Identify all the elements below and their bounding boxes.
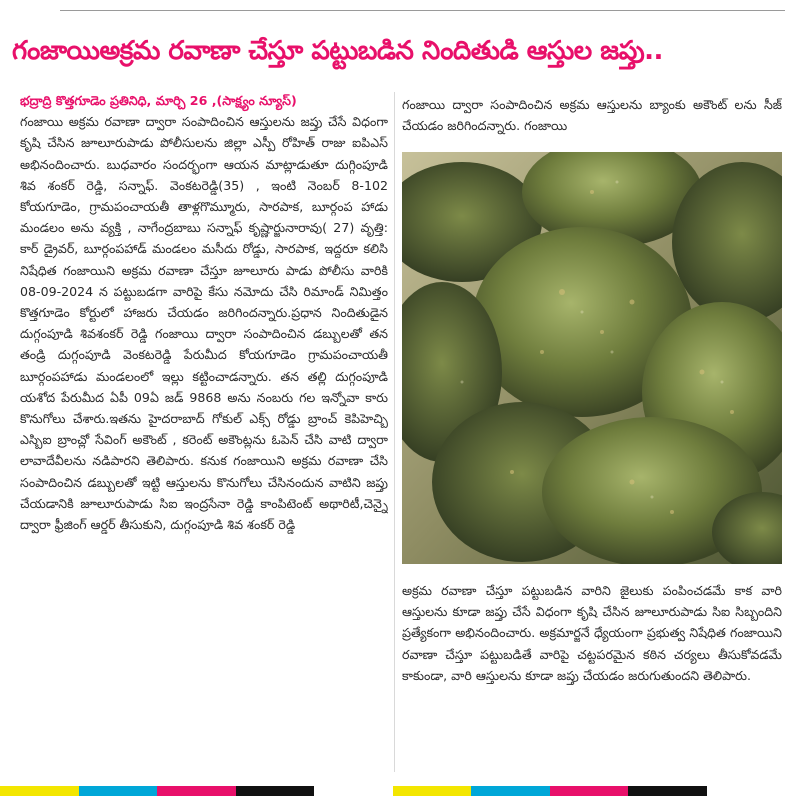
article-left-column: [20, 90, 388, 772]
print-swatch: [707, 786, 785, 796]
right-column-top-text: గంజాయి ద్వారా సంపాదించిన అక్రమ ఆస్తులను బ్యాంకు అకౌంట్ లను సీజ్ చేయడం జరిగిందన్నారు. గంజాయి: [402, 97, 782, 134]
column-divider: [394, 92, 395, 772]
dateline: భద్రాద్రి కొత్తగూడెం ప్రతినిధి, మార్చి 26 ,(సాక్ష్యం న్యూస్): [20, 93, 297, 108]
top-rule: [60, 10, 785, 11]
print-swatch: [471, 786, 550, 796]
print-swatch: [79, 786, 158, 796]
print-swatch: [628, 786, 707, 796]
print-swatch: [236, 786, 315, 796]
left-column-text: గంజాయి అక్రమ రవాణా ద్వారా సంపాదించిన ఆస్తులను జప్తు చేసే విధంగా కృషి చేసిన జూలూరుపాడు పోలీసులను జిల్లా ఎస్పీ రోహిత్ రాజు ఐపిఎస్ అభినందించారు. బుధవారం సందర్భంగా ఆయన మాట్లాడుతూ దుగ్గింపూడి శివ శంకర్ రెడ్డి, సన్నాఫ్. వెంకటరెడ్డి(35) , ఇంటి నెంబర్ 8-102 కోయగూడెం, గ్రామపంచాయతీ తాళ్లగొమ్మూరు, సారపాక, బూర్గంప హాడు మండలం అను వ్యక్తి , నాగేంద్రబాబు సన్నాఫ్ కృష్ణార్జునారావు( 27) వృత్తి: కార్ డ్రైవర్, బూర్గంపహాడ్ మండలం మసీదు రోడ్డు, సారపాక, ఇద్దరూ కలిసి నిషేధిత గంజాయిని అక్రమ రవాణా చేస్తూ జూలూరు పాడు పోలీసు వారికి 08-09-2024 న పట్టుబడగా వారిపై కేసు నమోదు చేసి రిమాండ్ నిమిత్తం కొత్తగూడెం కోర్టులో హాజరు చేయడం జరిగిందన్నారు.ప్రధాన నిందితుడైన దుగ్గంపూడి శివశంకర్ రెడ్డి గంజాయి ద్వారా సంపాదించిన డబ్బులతో తన తండ్రి దుగ్గంపూడి వెంకటరెడ్డి పేరుమీద కోయగూడెం గ్రామపంచాయతీ బూర్గంపహాడు మండలంలో ఇల్లు కట్టించాడన్నారు. తన తల్లి దుగ్గంపూడి యశోద పేరుమీద ఏపీ 09ఏ జడ్ 9868 అను నంబరు గల ఇన్నోవా కారు కొనుగోలు చేశారు.ఇతను హైదరాబాద్ గోకుల్ ఎక్స్ రోడ్డు బ్రాంచ్ కెపిహెచ్బి ఎస్బిఐ బ్రాంచ్లో సేవింగ్ అకౌంట్ , కరెంట్ అకౌంట్లను ఓపెన్ చేసి వాటి ద్వారా లావాదేవీలను నడిపారని తెలిపారు. కనుక గంజాయిని అక్రమ రవాణా చేసి సంపాదించిన డబ్బులతో ఇట్టి ఆస్తులను కొనుగోలు చేసినందున వాటిని జప్తు చేయడానికి జూలూరుపాడు సిఐ ఇంద్రసేనా రెడ్డి కాంపిటెంట్ అథారిటీ,చెన్నై ద్వారా ఫ్రీజింగ్ ఆర్డర్ తీసుకుని, దుగ్గంపూడి శివ శంకర్ రెడ్డి: [20, 114, 388, 533]
print-swatch: [393, 786, 472, 796]
headline: గంజాయిఅక్రమ రవాణా చేస్తూ పట్టుబడిన నిందితుడి ఆస్తుల జప్తు..: [12, 36, 663, 66]
print-swatch: [0, 786, 79, 796]
right-column-bottom-text: అక్రమ రవాణా చేస్తూ పట్టుబడిన వారిని జైలుకు పంపించడమే కాక వారి ఆస్తులను కూడా జప్తు చేసే విధంగా కృషి చేసిన జూలూరుపాడు సిఐ సిబ్బందిని ప్రత్యేకంగా అభినందించారు. అక్రమార్జనే ధ్యేయంగా ప్రభుత్వ నిషేధిత గంజాయిని రవాణా చేస్తూ పట్టుబడితే వారిపై చట్టపరమైన కఠిన చర్యలు తీసుకోవడమే కాకుండా, వారి ఆస్తులను కూడా జప్తు చేయడం జరుగుతుందని తెలిపారు.: [402, 583, 782, 683]
print-swatch: [550, 786, 629, 796]
ganja-buds-photo: [402, 152, 782, 564]
print-color-bar: [0, 786, 785, 796]
print-swatch: [314, 786, 393, 796]
print-swatch: [157, 786, 236, 796]
